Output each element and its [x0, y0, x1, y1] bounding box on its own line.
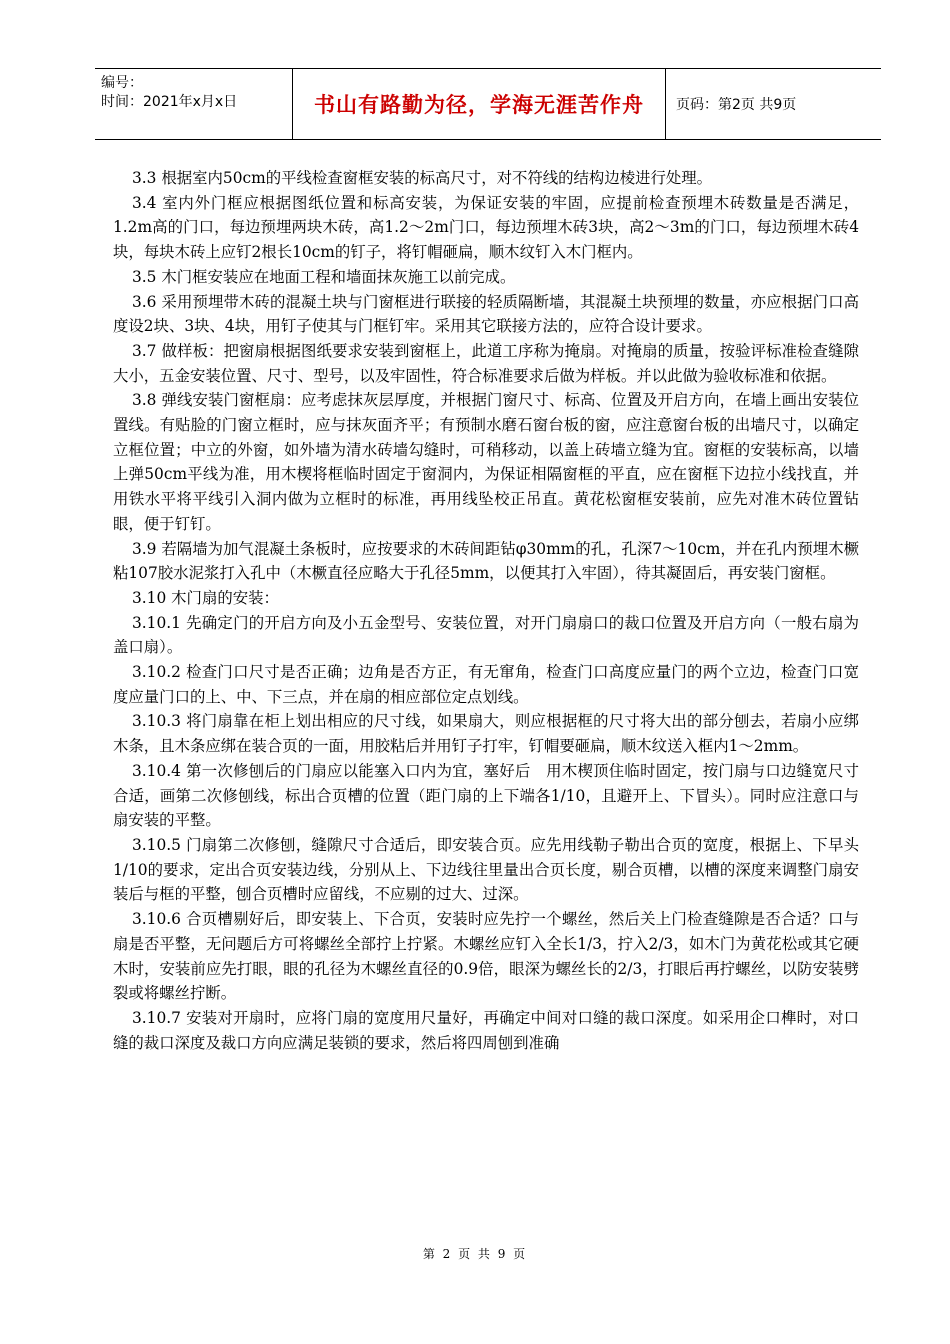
paragraph-3-10-4: 3.10.4 第一次修刨后的门扇应以能塞入口内为宜，塞好后 用木楔顶住临时固定，按门扇与口边缝宽尺寸合适，画第二次修刨线，标出合页槽的位置（距门扇的上下端各1/10，且避开上、下冒头）。同时应注意口与扇安装的平整。 — [113, 761, 859, 830]
page-header — [95, 68, 881, 140]
document-number-label: 编号： — [101, 75, 143, 91]
paragraph-3-9: 3.9 若隔墙为加气混凝土条板时，应按要求的木砖间距钻φ30mm的孔，孔深7～10cm，并在孔内预埋木橛粘107胶水泥浆打入孔中（木橛直径应略大于孔径5mm，以便其打入牢固），待其凝固后，再安装门窗框。 — [113, 539, 859, 583]
paragraph-3-8: 3.8 弹线安装门窗框扇：应考虑抹灰层厚度，并根据门窗尺寸、标高、位置及开启方向，在墙上画出安装位置线。有贴脸的门窗立框时，应与抹灰面齐平；有预制水磨石窗台板的窗，应注意窗台板的出墙尺寸，以确定立框位置；中立的外窗，如外墙为清水砖墙勾缝时，可稍移动，以盖上砖墙立缝为宜。窗框的安装标高，以墙上弹50cm平线为准，用木楔将框临时固定于窗洞内，为保证相隔窗框的平直，应在窗框下边拉小线找直，并用铁水平将平线引入洞内做为立框时的标准，再用线坠校正吊直。黄花松窗框安装前，应先对准木砖位置钻眼，便于钉钉。 — [113, 391, 859, 533]
paragraph-3-10-2: 3.10.2 检查门口尺寸是否正确；边角是否方正，有无窜角，检查门口高度应量门的两个立边，检查门口宽度应量门口的上、中、下三点，并在扇的相应部位定点划线。 — [113, 663, 859, 706]
document-time: 时间：2021年x月x日 — [101, 94, 238, 110]
paragraph-3-10-1: 3.10.1 先确定门的开启方向及小五金型号、安装位置，对开门扇扇口的裁口位置及开启方向（一般右扇为盖口扇）。 — [113, 613, 859, 657]
paragraph-3-10-5: 3.10.5 门扇第二次修刨，缝隙尺寸合适后，即安装合页。应先用线勒子勒出合页的宽度，根据上、下早头1/10的要求，定出合页安装边线，分别从上、下边线往里量出合页长度，剔合页槽，以槽的深度来调整门扇安装后与框的平整，刨合页槽时应留线，不应剔的过大、过深。 — [113, 835, 859, 904]
document-body — [113, 166, 859, 1055]
paragraph-3-10-6: 3.10.6 合页槽剔好后，即安装上、下合页，安装时应先拧一个螺丝，然后关上门检查缝隙是否合适？口与扇是否平整，无问题后方可将螺丝全部拧上拧紧。木螺丝应钉入全长1/3，拧入2/3，如木门为黄花松或其它硬木时，安装前应先打眼，眼的孔径为木螺丝直径的0.9倍，眼深为螺丝长的2/3，打眼后再拧螺丝，以防安装劈裂或将螺丝拧断。 — [113, 910, 859, 1003]
paragraph-3-7: 3.7 做样板：把窗扇根据图纸要求安装到窗框上，此道工序称为掩扇。对掩扇的质量，按验评标准检查缝隙大小，五金安装位置、尺寸、型号，以及牢固性，符合标准要求后做为样板。并以此做为验收标准和依据。 — [113, 341, 859, 385]
paragraph-3-10: 3.10 木门扇的安装： — [132, 588, 279, 607]
paragraph-3-5: 3.5 木门框安装应在地面工程和墙面抹灰施工以前完成。 — [132, 267, 516, 286]
paragraph-3-10-3: 3.10.3 将门扇靠在柜上划出相应的尺寸线，如果扇大，则应根据框的尺寸将大出的部分刨去，若扇小应绑木条，且木条应绑在装合页的一面，用胶粘后并用钉子打牢，钉帽要砸扁，顺木纹送入框内1～2mm。 — [113, 712, 859, 756]
paragraph-3-6: 3.6 采用预埋带木砖的混凝土块与门窗框进行联接的轻质隔断墙，其混凝土块预埋的数量，亦应根据门口高度设2块、3块、4块，用钉子使其与门框钉牢。采用其它联接方法的，应符合设计要求。 — [113, 292, 859, 336]
header-meta — [95, 69, 293, 139]
header-page-info: 页码：第2页 共9页 — [676, 97, 797, 113]
paragraph-3-3: 3.3 根据室内50cm的平线检查窗框安装的标高尺寸，对不符线的结构边棱进行处理。 — [132, 169, 713, 187]
paragraph-3-4: 3.4 室内外门框应根据图纸位置和标高安装，为保证安装的牢固，应提前检查预埋木砖数量是否满足，1.2m高的门口，每边预埋两块木砖，高1.2～2m门口，每边预埋木砖3块，高2～3m的门口，每边预埋木砖4块，每块木砖上应钉2根长10cm的钉子，将钉帽砸扁，顺木纹钉入木门框内。 — [113, 193, 859, 262]
header-motto: 书山有路勤为径，学海无涯苦作舟 — [293, 69, 666, 139]
paragraph-3-10-7: 3.10.7 安装对开扇时，应将门扇的宽度用尺量好，再确定中间对口缝的裁口深度。如采用企口榫时，对口缝的裁口深度及裁口方向应满足装锁的要求，然后将四周刨到准确 — [113, 1008, 859, 1052]
page-footer: 第 2 页 共 9 页 — [422, 1247, 528, 1261]
